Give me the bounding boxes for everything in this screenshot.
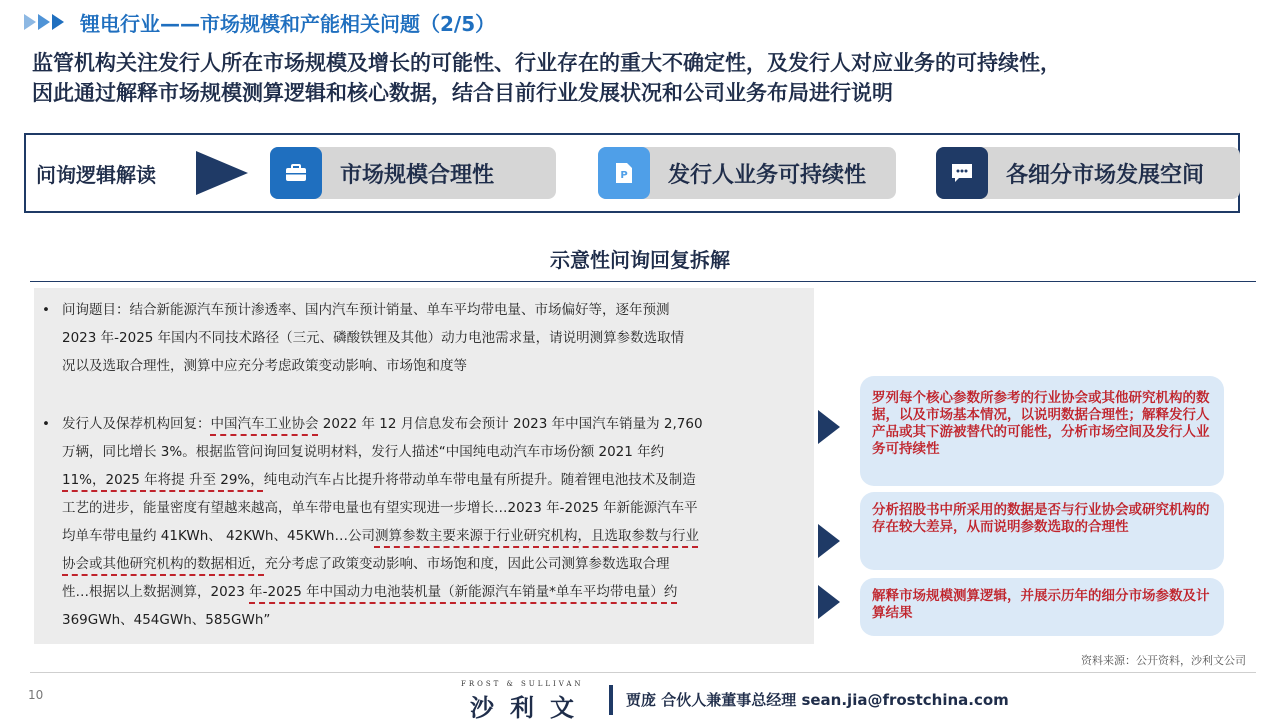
arrow-right-icon <box>818 410 840 444</box>
logic-item-sustainability <box>598 147 896 199</box>
document-icon <box>598 147 650 199</box>
logic-item-label: 市场规模合理性 <box>340 162 495 188</box>
brand-logo-english: FROST & SULLIVAN <box>461 680 584 688</box>
chevron-arrows-icon <box>24 14 66 30</box>
contact-info: 贾庞 合伙人兼董事总经理 sean.jia@frostchina.com <box>626 691 1009 709</box>
inquiry-reply-box <box>34 288 814 644</box>
arrow-right-icon <box>818 585 840 619</box>
page-title: 锂电行业——市场规模和产能相关问题（2/5） <box>80 11 496 36</box>
logic-item-segment-space <box>936 147 1240 199</box>
briefcase-icon <box>270 147 322 199</box>
note-callout: 罗列每个核心参数所参考的行业协会或其他研究机构的数据，以及市场基本情况，以说明数据合理性；解释发行人产品或其下游被替代的可能性，分析市场空间及发行人业务可持续性 <box>860 376 1224 486</box>
source-note: 资料来源：公开资料，沙利文公司 <box>1081 654 1246 667</box>
question-paragraph: • 问询题目：结合新能源汽车预计渗透率、国内汽车预计销量、单车平均带电量、市场偏好等，逐年预测 2023 年-2025 年国内不同技术路径（三元、磷酸铁锂及其他）动力电池需求量，请说明测算参数选取情 况以及选取合理性，测算中应充分考虑政策变动影响、市场饱和度等 <box>42 302 685 374</box>
section-divider <box>30 281 1256 282</box>
note-callout: 解释市场规模测算逻辑，并展示历年的细分市场参数及计算结果 <box>860 578 1224 636</box>
inquiry-logic-label: 问询逻辑解读 <box>36 163 156 187</box>
note-callout: 分析招股书中所采用的数据是否与行业协会或研究机构的存在较大差异，从而说明参数选取的合理性 <box>860 492 1224 570</box>
inquiry-logic-panel <box>24 133 1240 213</box>
arrow-right-icon <box>818 524 840 558</box>
lead-line-1: 监管机构关注发行人所在市场规模及增长的可能性、行业存在的重大不确定性，及发行人对应业务的可持续性， <box>32 51 1061 75</box>
page-header <box>24 8 495 36</box>
page-number: 10 <box>28 688 44 702</box>
lead-text <box>32 48 1262 108</box>
brand-logo-chinese: 沙利文 <box>470 693 590 720</box>
chat-icon <box>936 147 988 199</box>
footer-divider <box>30 672 1256 673</box>
arrow-right-icon <box>196 151 248 195</box>
footer-separator <box>609 685 613 715</box>
logic-item-label: 发行人业务可持续性 <box>668 162 867 188</box>
logic-item-market-size <box>270 147 556 199</box>
logic-item-label: 各细分市场发展空间 <box>1006 162 1205 188</box>
answer-paragraph: • 发行人及保荐机构回复：中国汽车工业协会 2022 年 12 月信息发布会预计 2023 年中国汽车销量为 2,760 万辆，同比增长 3%。根据监管问询回复说明材料，发行人描述“中国纯电动汽车市场份额 2021 年约 11%，2025 年将提 升至 29%，纯电动汽车占比提升将带动单车带电量有所提升。随着锂电池技术及制造 工艺的进步，能量密度有望越来越高，单车带电量也有望实现进一步增长…2023 年-2025 年新能源汽车平 均单车带电量约 41KWh、 42KWh、45KWh…公司测算参数主要来源于行业研究机构，且选取参数与行业 协会或其他研究机构的数据相近，充分考虑了政策变动影响、市场饱和度，因此公司测算参数选取合理 性…根据以上数据测算，2023 年-2025 年中国动力电池装机量（新能源汽车销量*单车平均带电量）约 369GWh、454GWh、585GWh” <box>42 416 703 628</box>
section-title: 示意性问询回复拆解 <box>550 248 730 272</box>
svg-text:P: P <box>620 170 628 181</box>
lead-line-2: 因此通过解释市场规模测算逻辑和核心数据，结合目前行业发展状况和公司业务布局进行说明 <box>32 81 893 105</box>
